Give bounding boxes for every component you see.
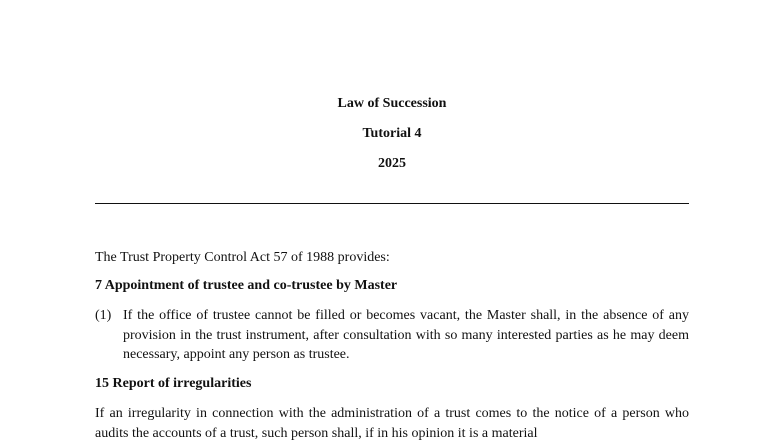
section-15-heading: 15 Report of irregularities [95, 376, 252, 391]
horizontal-divider [95, 203, 689, 204]
document-year: 2025 [378, 156, 406, 171]
section-7-heading: 7 Appointment of trustee and co-trustee by Master [95, 278, 398, 293]
section-7-clause-1 [95, 306, 689, 365]
clause-number: (1) [95, 308, 112, 323]
section-15-paragraph: If an irregularity in connection with the administration of a trust comes to the notice of a person who audits the accounts of a trust, such person shall, if in his opinion it is a material [95, 406, 689, 441]
clause-text: If the office of trustee cannot be filled or becomes vacant, the Master shall, in the absence of any provision in the trust instrument, after consultation with so many interested parties as he may deem necessary, appoint any person as trustee. [123, 308, 689, 362]
document-subtitle: Tutorial 4 [362, 126, 422, 141]
document-title: Law of Succession [337, 96, 447, 111]
intro-paragraph: The Trust Property Control Act 57 of 1988 provides: [95, 250, 390, 265]
